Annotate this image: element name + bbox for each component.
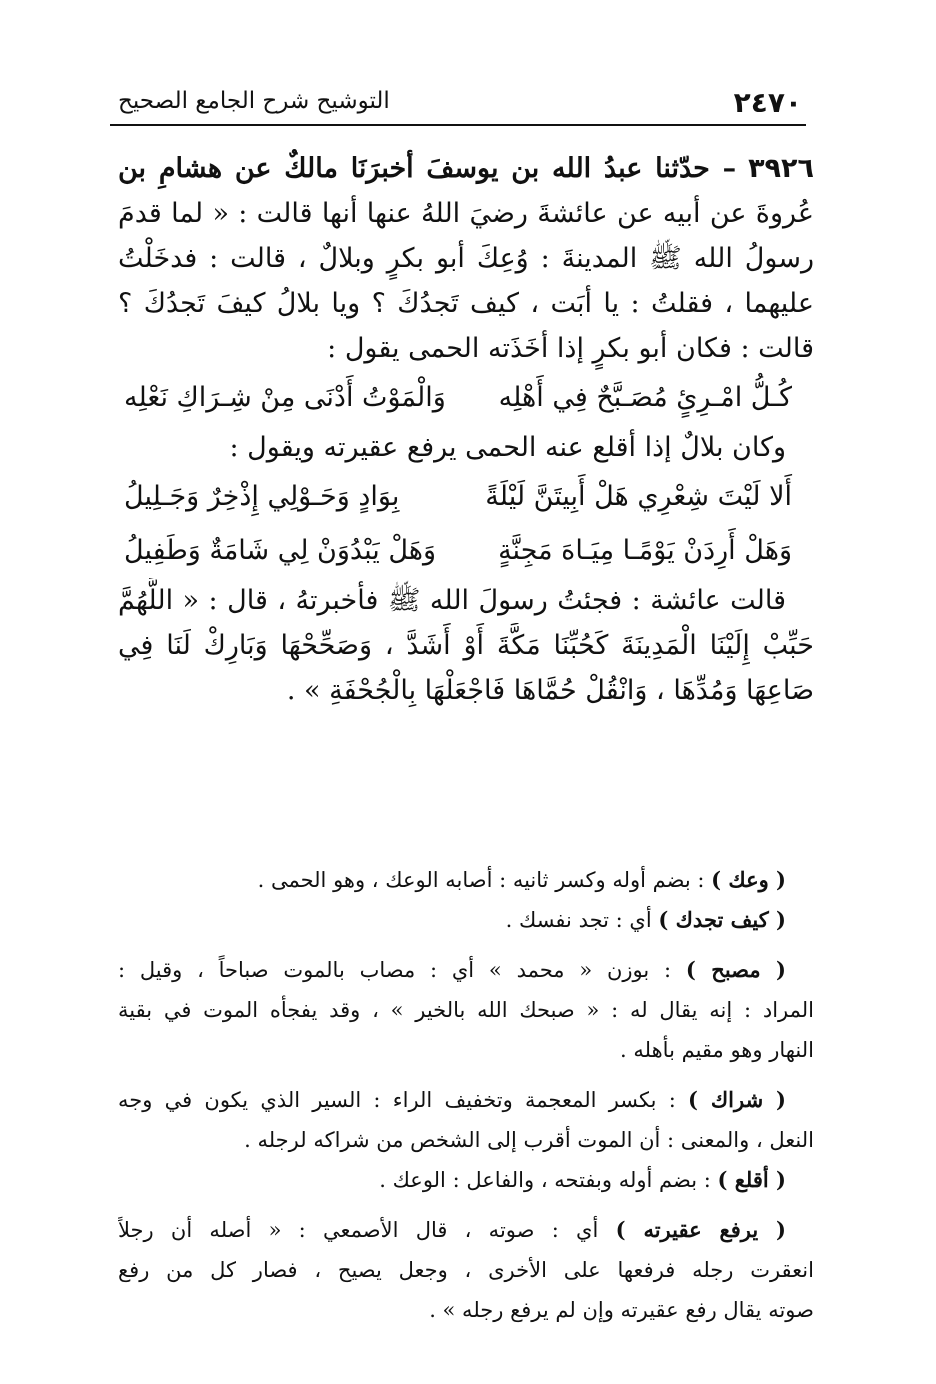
verse-hemistich-right: وَهَلْ أَرِدَنْ يَوْمًـا مِيَـاهَ مَجِنَّةٍ: [498, 535, 792, 566]
note-shirak: [118, 1080, 814, 1120]
page-number: ٢٤٧٠: [733, 86, 802, 119]
note-text: : بضم أوله وبفتحه ، والفاعل : الوعك .: [379, 1168, 711, 1192]
verse-line: [118, 470, 814, 524]
text-line: وكان بلالٌ إذا أقلع عنه الحمى يرفع عقيرته ويقول :: [229, 432, 786, 463]
verse-hemistich-left: بِوَادٍ وَحَـوْلِي إِذْخِرٌ وَجَـلِيلُ: [124, 481, 400, 512]
note-term: ( وعك ): [711, 867, 786, 892]
note-yarfa-aqiratahu: [118, 1210, 814, 1250]
text-segment: – حدّثنا عبدُ الله بن يوسفَ أخبرَنَا مالكٌ عن هشامِ بن: [118, 153, 737, 184]
note-term: ( مصبح ): [685, 957, 786, 982]
text-line: رسولُ الله ﷺ المدينةَ : وُعِكَ أبو بكرٍ وبلالٌ ، قالت : فدخَلْتُ: [118, 243, 814, 274]
hadith-number: ٣٩٢٦: [748, 153, 814, 184]
note-continuation: انعقرت رجله فرفعها على الأخرى ، وجعل يصيح ، فصار كل من رفع: [118, 1258, 814, 1282]
note-musabbah: [118, 950, 814, 990]
note-continuation: صوته يقال رفع عقيرته وإن لم يرفع رجله » .: [429, 1298, 814, 1322]
running-title: التوشيح شرح الجامع الصحيح: [118, 88, 390, 114]
text-line: حَبِّبْ إِلَيْنَا الْمَدِينَةَ كَحُبِّنَا مَكَّةَ أَوْ أَشَدَّ ، وَصَحِّحْهَا وَبَارِكْ لَنَا فِي: [118, 630, 814, 661]
verse-line: [118, 371, 814, 425]
note-continuation: النهار وهو مقيم بأهله .: [620, 1038, 814, 1062]
verse-line: [118, 524, 814, 578]
page-header: [110, 84, 806, 126]
text-line: [118, 146, 814, 191]
note-text: : بضم أوله وكسر ثانيه : أصابه الوعك ، وهو الحمى .: [257, 868, 705, 892]
note-kayfa-tajiduka: [118, 900, 814, 940]
note-wa-ik: [118, 860, 814, 900]
note-text: : بوزن « محمد » أي : مصاب بالموت صباحاً ، وقيل :: [118, 958, 672, 982]
note-term: ( كيف تجدك ): [658, 907, 786, 932]
verse-hemistich-left: وَهَلْ يَبْدُوَنْ لِي شَامَةٌ وَطَفِيلُ: [124, 535, 437, 566]
verse-hemistich-right: كُـلُّ امْـرِئٍ مُصَـبَّحٌ فِي أَهْلِه: [498, 382, 792, 413]
note-term: ( يرفع عقيرته ): [615, 1217, 786, 1242]
note-continuation: النعل ، والمعنى : أن الموت أقرب إلى الشخص من شراكه لرجله .: [244, 1128, 814, 1152]
note-text: : بكسر المعجمة وتخفيف الراء : السير الذي يكون في وجه: [118, 1088, 676, 1112]
verse-hemistich-left: وَالْمَوْتُ أَدْنَى مِنْ شِـرَاكِ نَعْلِه: [124, 382, 446, 413]
text-line: قالت : فكان أبو بكرٍ إذا أخَذَته الحمى يقول :: [327, 333, 814, 364]
note-continuation: المراد : إنه يقال له : « صبحك الله بالخير » ، وقد يفجأه الموت في بقية: [118, 998, 814, 1022]
text-line: عليهما ، فقلتُ : يا أبَت ، كيف تَجدُكَ ؟ ويا بلالُ كيفَ تَجدُكَ ؟: [118, 288, 814, 319]
text-line: صَاعِهَا وَمُدِّهَا ، وَانْقُلْ حُمَّاهَا فَاجْعَلْهَا بِالْجُحْفَةِ » .: [286, 675, 814, 706]
note-aqla-a: [118, 1160, 814, 1200]
note-text: أي : صوته ، قال الأصمعي : « أصله أن رجلاً: [118, 1218, 599, 1242]
note-text: أي : تجد نفسك .: [505, 908, 652, 932]
commentary-notes: [118, 860, 814, 1330]
text-line: عُروةَ عن أبيه عن عائشةَ رضيَ اللهُ عنها أنها قالت : « لما قدمَ: [118, 198, 814, 229]
note-term: ( شراك ): [688, 1087, 786, 1112]
note-term: ( أقلع ): [717, 1167, 786, 1192]
verse-hemistich-right: أَلا لَيْتَ شِعْرِي هَلْ أَبِيتَنَّ لَيْلَةً: [485, 481, 792, 512]
hadith-text: [118, 146, 814, 713]
text-line: قالت عائشة : فجئتُ رسولَ الله ﷺ فأخبرتهُ ، قال : « اللَّهُمَّ: [118, 585, 786, 616]
